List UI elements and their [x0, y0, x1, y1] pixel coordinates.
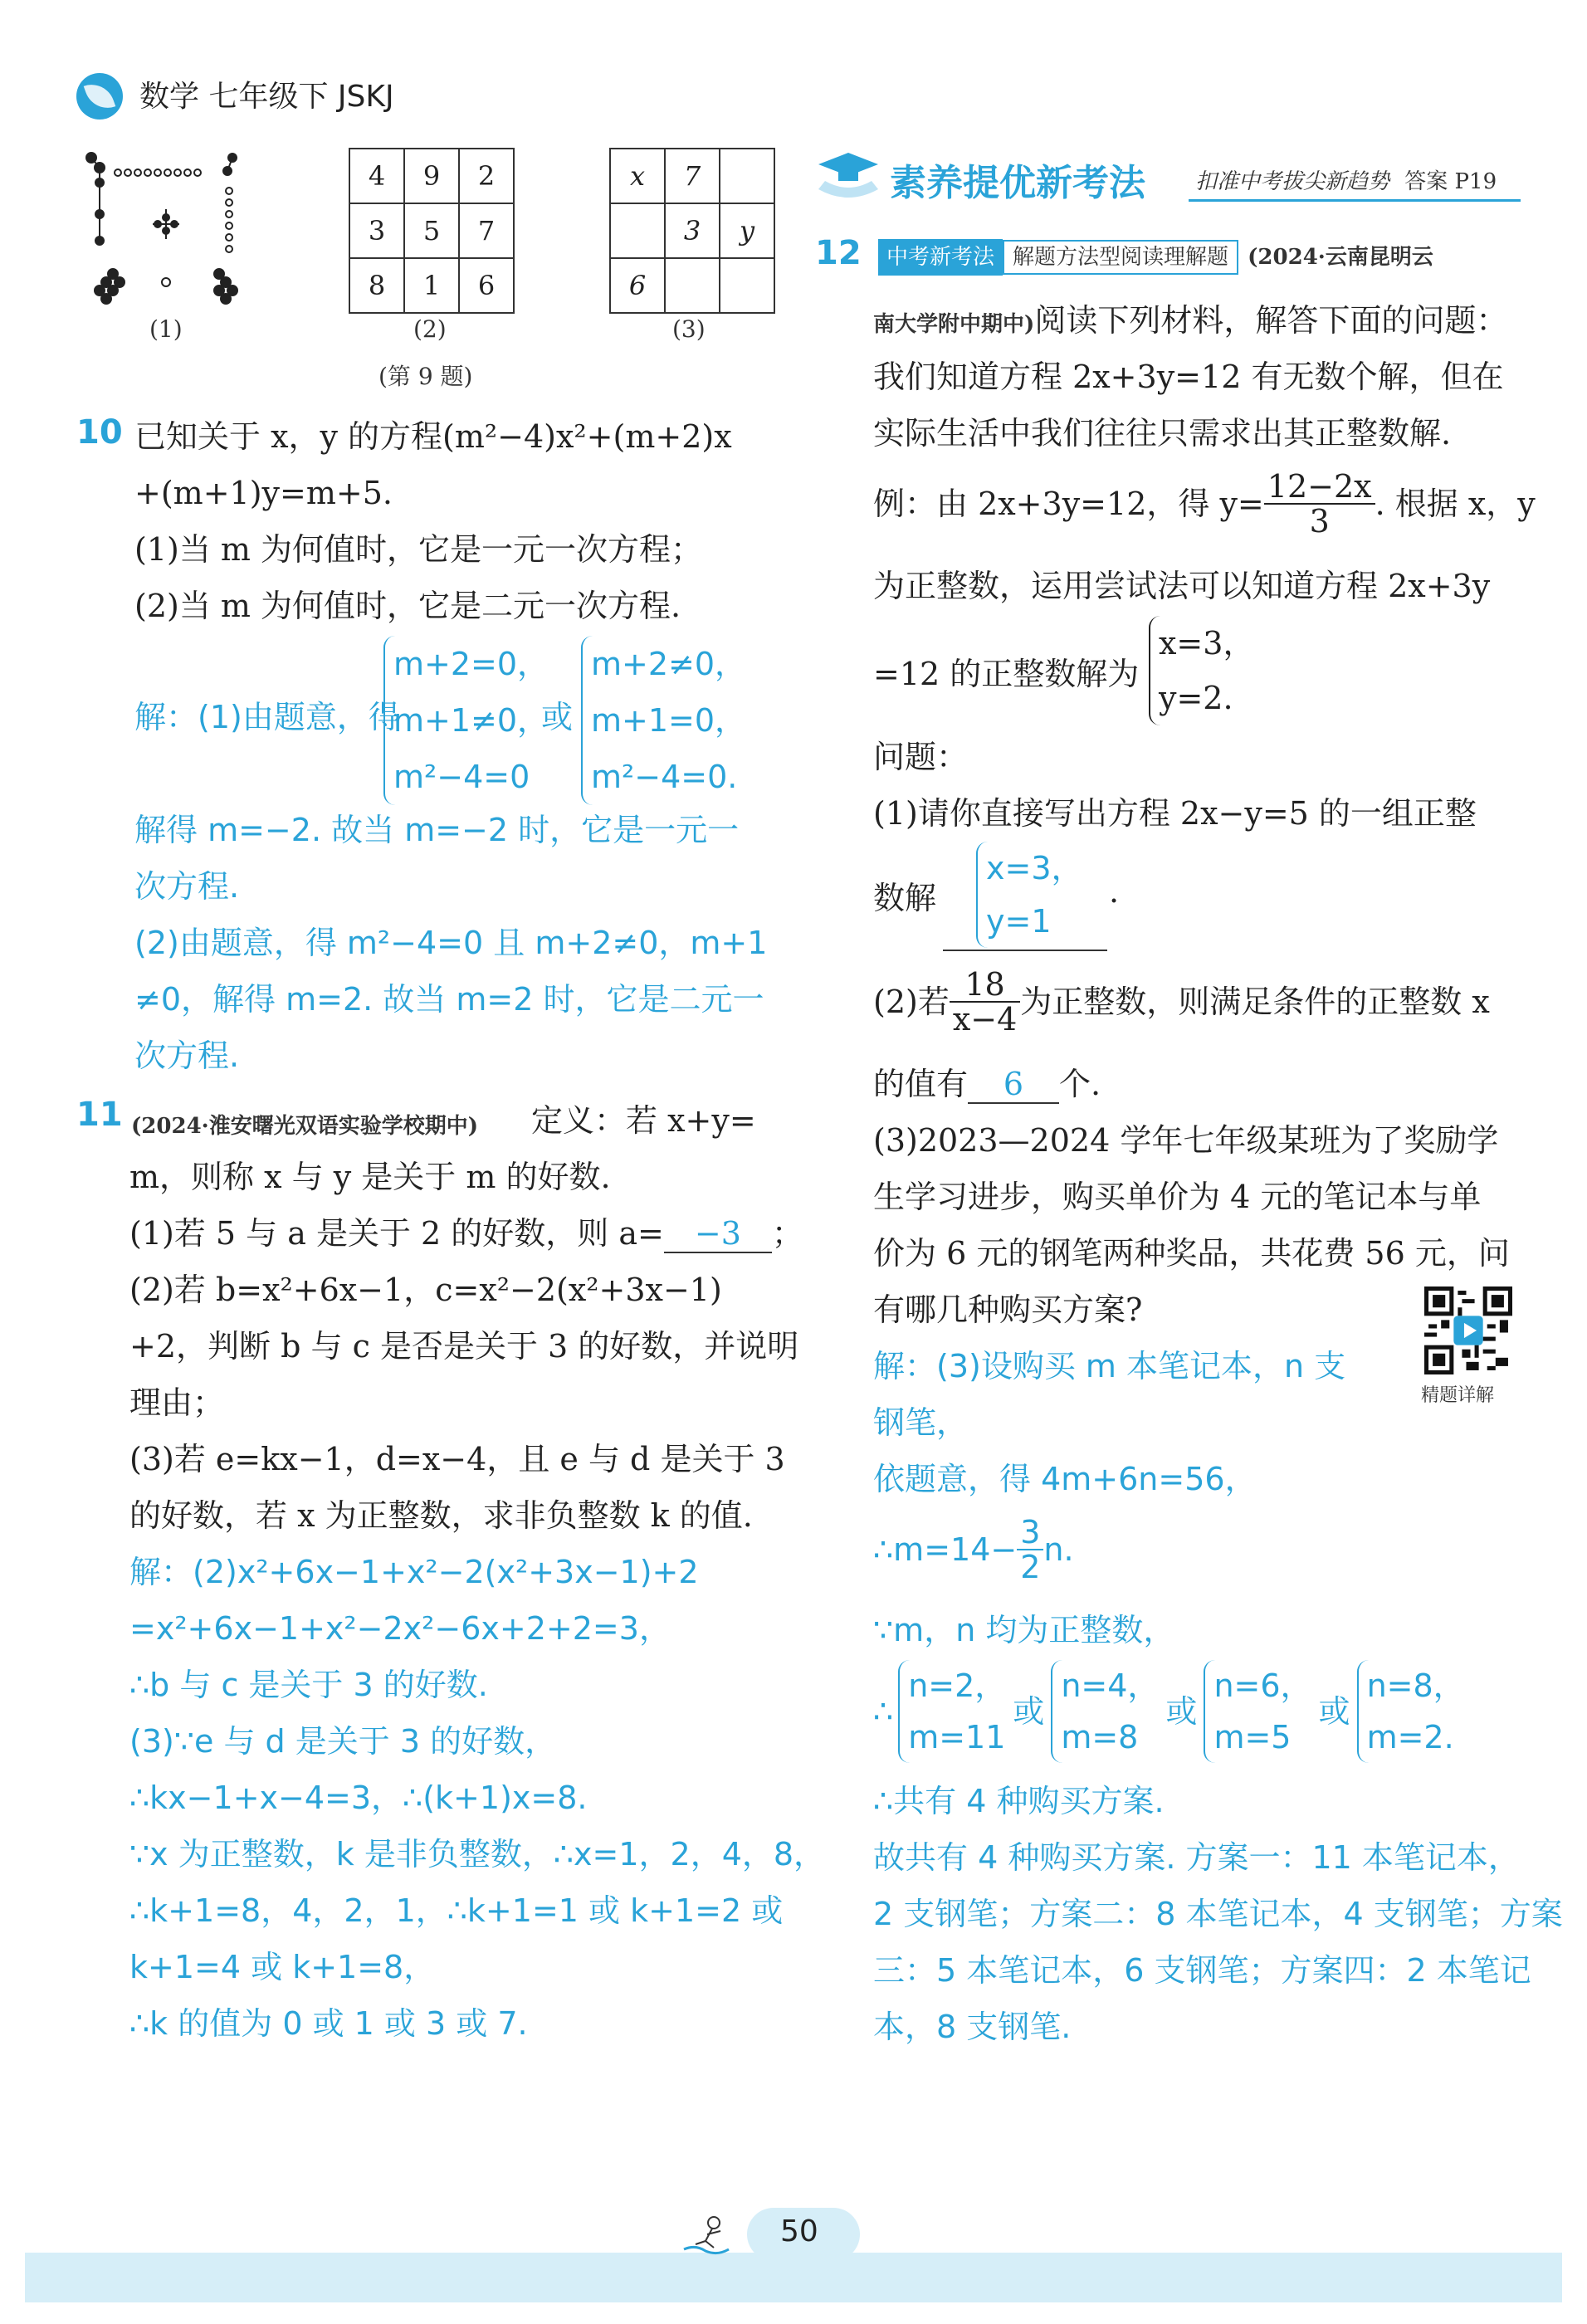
q10-or: 或 — [541, 699, 574, 735]
q10-system-1 — [383, 636, 549, 805]
q12-part2-text: 个. — [1059, 1066, 1101, 1102]
example-fraction — [1264, 470, 1375, 538]
puzzle-figure-1 — [80, 149, 262, 315]
mascot-icon — [681, 2214, 730, 2256]
system-row: x=3， — [1159, 625, 1255, 662]
q12-example — [873, 470, 1536, 538]
q12-solution-line: 2 支钢笔；方案二：8 本笔记本，4 支钢笔；方案 — [873, 1896, 1563, 1932]
grid-cell: 6 — [459, 258, 514, 313]
q12-solution-line: 本，8 支钢笔. — [873, 2009, 1072, 2045]
system-row: m=8 — [1061, 1719, 1139, 1755]
q10-line: +(m+1)y=m+5. — [134, 475, 393, 511]
grid-cell: 4 — [349, 149, 404, 203]
q11-line: (2)若 b=x²+6x−1，c=x²−2(x²+3x−1) — [129, 1272, 722, 1308]
q11-solution-line: (3)∵e 与 d 是关于 3 的好数， — [129, 1723, 557, 1760]
system-row: y=2. — [1159, 680, 1233, 716]
system-row: m²−4=0. — [591, 759, 738, 795]
section-banner-title: 素养提优新考法 — [890, 162, 1145, 204]
q12-line: 实际生活中我们往往只需求出其正整数解. — [873, 415, 1452, 452]
system-row: m+1=0， — [591, 702, 747, 739]
q12-source-line — [873, 292, 1507, 353]
page-number: 50 — [780, 2214, 818, 2248]
system-row: m=2. — [1366, 1719, 1454, 1755]
q12-solution-line: 解：(3)设购买 m 本笔记本，n 支 — [873, 1348, 1346, 1384]
q11-punct: ； — [771, 1215, 803, 1252]
q12-tags — [878, 239, 1433, 276]
magic-square-grid — [349, 148, 515, 314]
system-row: m+2=0， — [393, 646, 549, 682]
q12-example-system — [1149, 616, 1254, 725]
q11-solution-line: ∴k+1=8，4，2，1，∴k+1=1 或 k+1=2 或 — [129, 1892, 784, 1929]
fraction-numerator: 18 — [950, 968, 1020, 1003]
section-banner-icon — [813, 148, 883, 206]
q12-solution-line: ∴共有 4 种购买方案. — [873, 1783, 1165, 1819]
question-number-10: 10 — [76, 413, 123, 452]
banner-subtitle-text: 扣准中考拔尖新趋势 — [1195, 169, 1390, 194]
grid-cell: 3 — [665, 203, 720, 258]
q12-example-text: . 根据 x，y — [1375, 486, 1536, 522]
q12-part2-text: (2)若 — [873, 984, 950, 1020]
q12-line: 为正整数，运用尝试法可以知道方程 2x+3y — [873, 568, 1491, 604]
q12-solution-text: n. — [1043, 1531, 1074, 1568]
q11-line: 的好数，若 x 为正整数，求非负整数 k 的值. — [129, 1497, 753, 1534]
grid-cell: 6 — [610, 258, 665, 313]
q12-part1-answer-system — [976, 842, 1083, 948]
book-header-title: 数学 七年级下 JSKJ — [139, 80, 394, 114]
q12-solution-line: 三：5 本笔记本，6 支钢笔；方案四：2 本笔记 — [873, 1952, 1531, 1989]
grid-cell: 3 — [349, 203, 404, 258]
question-number-12: 12 — [815, 234, 862, 272]
grid-cell: 9 — [404, 149, 459, 203]
figure-label: (第 9 题) — [378, 363, 473, 390]
q11-line: 定义：若 x+y= — [531, 1102, 756, 1139]
problem-type-tag: 解题方法型阅读理解题 — [1003, 240, 1238, 275]
q12-example-text: 例：由 2x+3y=12，得 y= — [873, 486, 1264, 522]
q12-solution-line: ∵m，n 均为正整数， — [873, 1612, 1175, 1648]
grid-cell — [720, 149, 774, 203]
q11-solution-line: ∴b 与 c 是关于 3 的好数. — [129, 1667, 488, 1703]
grid-cell: 7 — [459, 203, 514, 258]
book-logo-icon — [76, 73, 123, 120]
q11-solution-line: ∴k 的值为 0 或 1 或 3 或 7. — [129, 2005, 528, 2042]
q12-part3-line: 价为 6 元的钢笔两种奖品，共花费 56 元，问 — [873, 1235, 1510, 1272]
q12-part1: (1)请你直接写出方程 2x−y=5 的一组正整 — [873, 795, 1477, 832]
q12-solution-text: ∴m=14− — [873, 1531, 1018, 1568]
q12-part2-text: 的值有 — [873, 1066, 969, 1102]
q10-solution-line: 次方程. — [134, 1038, 240, 1074]
or-word: 或 — [1318, 1693, 1350, 1730]
or-word: 或 — [1013, 1693, 1045, 1730]
system-row: m²−4=0 — [393, 759, 530, 795]
q11-line: 理由； — [129, 1384, 225, 1421]
figure-caption-1: (1) — [149, 315, 183, 343]
q12-solution-m — [873, 1516, 1074, 1584]
q12-part2 — [873, 968, 1490, 1036]
q11-solution-line: ∵x 为正整数，k 是非负整数，∴x=1，2，4，8， — [129, 1836, 826, 1872]
grid-cell: 7 — [665, 149, 720, 203]
grid-cell: 5 — [404, 203, 459, 258]
system-row: x=3， — [986, 850, 1083, 886]
q11-line: +2，判断 b 与 c 是否是关于 3 的好数，并说明 — [129, 1328, 799, 1365]
qr-caption: 精题详解 — [1421, 1385, 1495, 1406]
grid-cell: x — [610, 149, 665, 203]
fraction-denominator: 3 — [1309, 503, 1330, 540]
system-row: y=1 — [986, 903, 1052, 940]
system-row: m=11 — [908, 1719, 1006, 1755]
section-banner-underline — [1189, 199, 1521, 202]
grid-cell: 8 — [349, 258, 404, 313]
fraction-denominator: x−4 — [952, 1001, 1018, 1038]
section-banner-subtitle — [1195, 164, 1497, 195]
q10-system-2 — [581, 636, 746, 805]
grid-cell: y — [720, 203, 774, 258]
q12-solution-line: 依题意，得 4m+6n=56， — [873, 1461, 1257, 1497]
q11-line-blank — [129, 1205, 803, 1262]
q11-solution-line: k+1=4 或 k+1=8， — [129, 1949, 436, 1985]
q12-part3-line: 有哪几种购买方案? — [873, 1291, 1143, 1328]
q11-line: (3)若 e=kx−1，d=x−4，且 e 与 d 是关于 3 — [129, 1441, 785, 1477]
qr-code-icon[interactable] — [1424, 1286, 1512, 1374]
grid-cell — [665, 258, 720, 313]
q11-solution-line: 解：(2)x²+6x−1+x²−2(x²+3x−1)+2 — [129, 1554, 699, 1590]
grid-cell — [720, 258, 774, 313]
q10-line: 已知关于 x，y 的方程(m²−4)x²+(m+2)x — [134, 418, 732, 455]
q10-solution-prefix: 解：(1)由题意，得 — [134, 699, 400, 735]
q12-line: 我们知道方程 2x+3y=12 有无数个解，但在 — [873, 359, 1504, 395]
q10-line: (2)当 m 为何值时，它是二元一次方程. — [134, 588, 681, 624]
q12-part3-line: (3)2023—2024 学年七年级某班为了奖励学 — [873, 1122, 1499, 1159]
q11-solution-line: =x²+6x−1+x²−2x²−6x+2+2=3， — [129, 1610, 671, 1647]
answer-reference: 答案 P19 — [1404, 169, 1497, 194]
q12-line: 阅读下列材料，解答下面的问题： — [1034, 302, 1508, 339]
question-number-11: 11 — [76, 1096, 123, 1134]
q11-source: (2024·淮安曙光双语实验学校期中) — [131, 1114, 479, 1139]
q12-line: =12 的正整数解为 — [873, 656, 1140, 692]
fraction-denominator: 2 — [1020, 1549, 1041, 1585]
q12-solution-line: 故共有 4 种购买方案. 方案一：11 本笔记本， — [873, 1839, 1520, 1876]
q12-source-b: 南大学附中期中) — [873, 312, 1035, 337]
q12-solution-line: 钢笔， — [873, 1404, 969, 1441]
grid-cell — [610, 203, 665, 258]
q10-solution-line: 解得 m=−2. 故当 m=−2 时，它是一元一 — [134, 812, 740, 848]
q12-part2-answer-blank: 6 — [968, 1066, 1059, 1104]
q12-problem-label: 问题： — [873, 739, 969, 775]
system-row: n=8， — [1366, 1667, 1465, 1704]
q10-solution-line: (2)由题意，得 m²−4=0 且 m+2≠0，m+1 — [134, 925, 768, 961]
q10-solution-line: 次方程. — [134, 868, 240, 905]
fraction-numerator: 3 — [1017, 1516, 1043, 1550]
system-row: m=5 — [1213, 1719, 1292, 1755]
q11-line: m，则称 x 与 y 是关于 m 的好数. — [129, 1159, 611, 1195]
q12-part1-b: 数解 — [873, 880, 937, 916]
exam-method-tag: 中考新考法 — [878, 239, 1003, 276]
system-row: n=2， — [908, 1667, 1007, 1704]
q12-part3-line: 生学习进步，购买单价为 4 元的笔记本与单 — [873, 1179, 1482, 1215]
q11-answer-blank: −3 — [664, 1215, 772, 1253]
solution-fraction — [1017, 1516, 1043, 1584]
q11-solution-line: ∴kx−1+x−4=3，∴(k+1)x=8. — [129, 1780, 588, 1816]
part2-fraction — [950, 968, 1020, 1036]
q12-part2-line2 — [873, 1056, 1101, 1112]
system-row: m+1≠0， — [393, 702, 549, 739]
system-row: n=4， — [1061, 1667, 1160, 1704]
puzzle-grid-3 — [609, 148, 775, 314]
or-word: 或 — [1165, 1693, 1198, 1730]
grid-cell: 1 — [404, 258, 459, 313]
therefore-symbol: ∴ — [873, 1693, 894, 1730]
figure-caption-3: (3) — [672, 315, 706, 343]
system-row: n=6， — [1213, 1667, 1312, 1704]
system-row: m+2≠0， — [591, 646, 747, 682]
q12-part2-text: 为正整数，则满足条件的正整数 x — [1020, 984, 1490, 1020]
q10-line: (1)当 m 为何值时，它是一元一次方程； — [134, 531, 703, 568]
grid-cell: 2 — [459, 149, 514, 203]
fraction-numerator: 12−2x — [1264, 470, 1375, 505]
figure-caption-2: (2) — [413, 315, 447, 343]
q12-solution-sets — [873, 1660, 1465, 1763]
q11-line: (1)若 5 与 a 是关于 2 的好数，则 a= — [129, 1215, 664, 1252]
q12-source-a: (2024·云南昆明云 — [1248, 245, 1433, 270]
q10-solution-line: ≠0，解得 m=2. 故当 m=2 时，它是二元一 — [134, 981, 764, 1018]
q12-part1-dot: . — [1109, 873, 1120, 910]
